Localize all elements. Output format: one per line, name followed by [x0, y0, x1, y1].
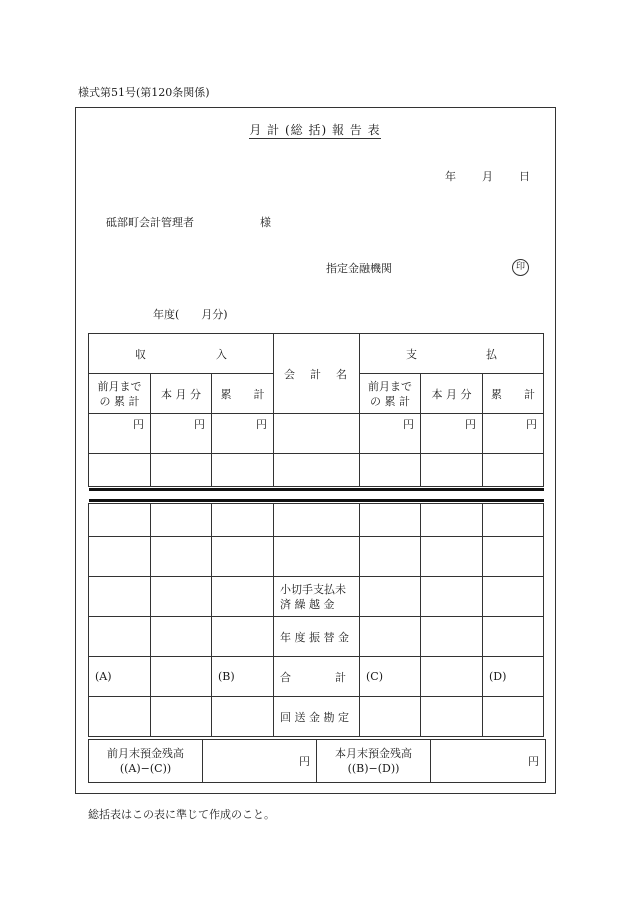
footnote: 総括表はこの表に準じて作成のこと。	[88, 808, 275, 821]
report-title: 月 計 (総 括) 報 告 表	[249, 123, 381, 137]
report-table	[88, 333, 544, 737]
uncleared-checks-label: 小切手支払未 済 繰 越 金	[274, 577, 360, 617]
date-day: 日	[519, 170, 530, 183]
fiscal-year-line: 年度( 月分)	[153, 308, 228, 321]
marker-b: (B)	[212, 657, 274, 697]
receipts-total-header: 累 計	[212, 374, 274, 414]
form-number-label: 様式第51号(第120条関係)	[78, 86, 210, 99]
prev-balance-value: 円	[203, 740, 317, 783]
prev-balance-label: 前月末預金残高 ((A)−(C))	[89, 740, 203, 783]
marker-a: (A)	[89, 657, 151, 697]
payments-month-header: 本 月 分	[421, 374, 483, 414]
account-name-header: 会 計 名	[274, 334, 360, 414]
payments-total-header: 累 計	[483, 374, 544, 414]
fiscal-transfer-label: 年 度 振 替 金	[274, 617, 360, 657]
double-rule	[89, 487, 544, 503]
total-label: 合 計	[274, 657, 360, 697]
date-year: 年	[445, 170, 456, 183]
payments-header: 支 払	[360, 334, 544, 374]
designated-bank-label: 指定金融機関	[326, 262, 392, 275]
table-row	[89, 617, 544, 657]
yen-unit: 円	[360, 414, 421, 454]
honorific: 様	[260, 216, 271, 229]
table-row	[89, 414, 544, 454]
table-row	[89, 454, 544, 487]
table-row	[89, 537, 544, 577]
seal-icon: 印	[512, 259, 529, 276]
table-row	[89, 657, 544, 697]
date-line	[445, 168, 530, 184]
balance-table	[88, 739, 546, 783]
table-break	[89, 487, 544, 504]
receipts-month-header: 本 月 分	[151, 374, 212, 414]
receipts-header: 収 入	[89, 334, 274, 374]
yen-unit: 円	[151, 414, 212, 454]
addressee: 砥部町会計管理者	[106, 216, 194, 229]
table-row	[89, 577, 544, 617]
receipts-prior-header: 前月まで の 累 計	[89, 374, 151, 414]
yen-unit: 円	[421, 414, 483, 454]
remittance-label: 回 送 金 勘 定	[274, 697, 360, 737]
yen-unit: 円	[212, 414, 274, 454]
yen-unit: 円	[483, 414, 544, 454]
table-row	[89, 697, 544, 737]
curr-balance-label: 本月末預金残高 ((B)−(D))	[317, 740, 431, 783]
payments-prior-header: 前月まで の 累 計	[360, 374, 421, 414]
curr-balance-value: 円	[431, 740, 546, 783]
table-row	[89, 504, 544, 537]
date-month: 月	[482, 170, 493, 183]
marker-d: (D)	[483, 657, 544, 697]
yen-unit: 円	[89, 414, 151, 454]
marker-c: (C)	[360, 657, 421, 697]
